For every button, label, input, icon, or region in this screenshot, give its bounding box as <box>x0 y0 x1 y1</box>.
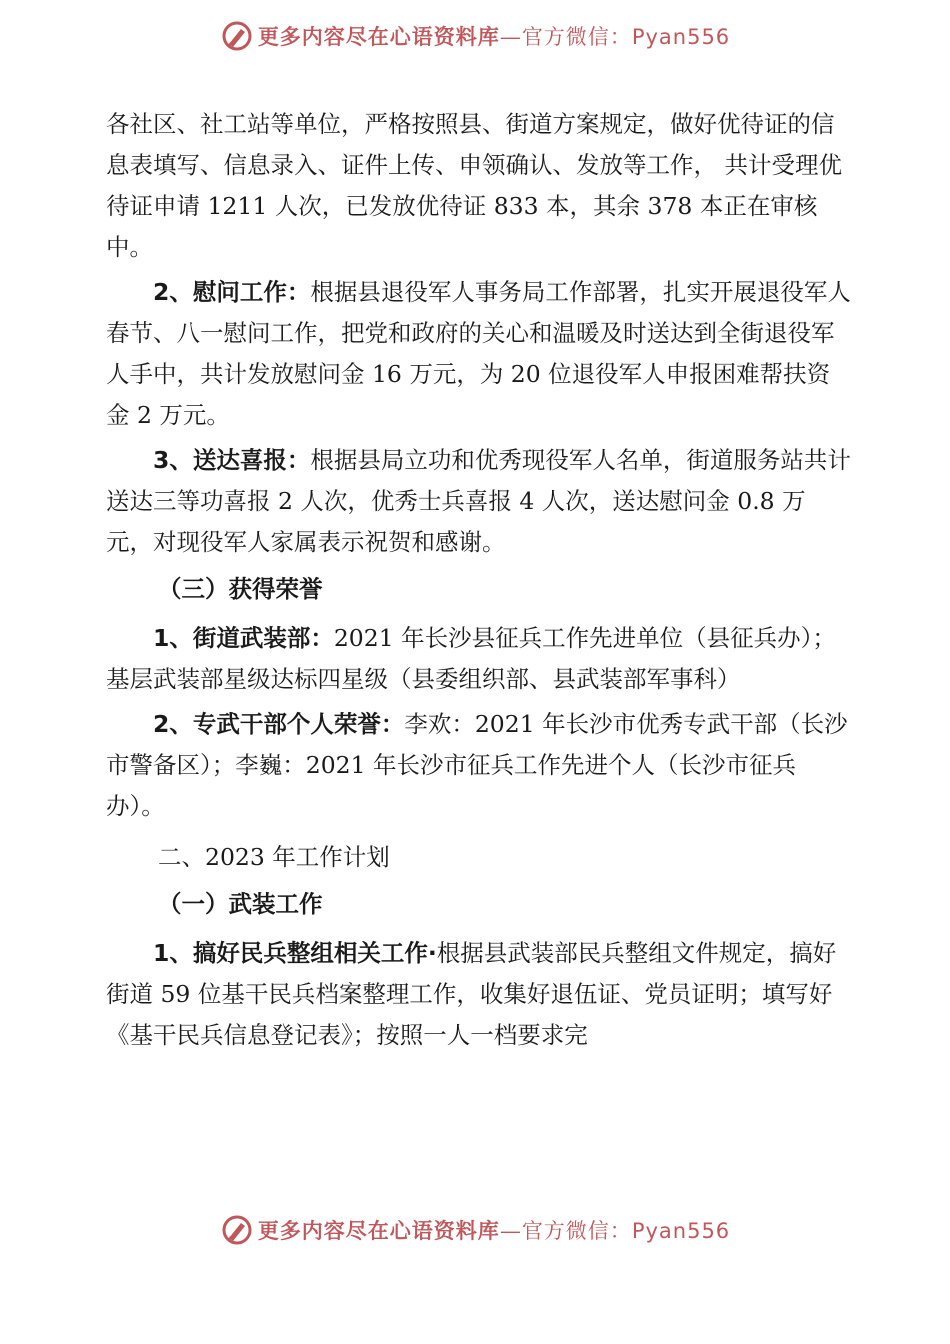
paragraph-street-armed-dept: 1、街道武装部：2021 年长沙县征兵工作先进单位（县征兵办）；基层武装部星级达标四星级（县委组织部、县武装部军事科） <box>106 624 836 693</box>
watermark-text: 更多内容尽在心语资料库—官方微信：Pyan556 <box>257 24 731 49</box>
pen-logo-icon <box>220 19 254 53</box>
watermark-text: 更多内容尽在心语资料库—官方微信：Pyan556 <box>257 1218 731 1243</box>
paragraph-certificate: 各社区、社工站等单位，严格按照县、街道方案规定，做好优待证的信息表填写、信息录入、证件上传、申领确认、发放等工作， 共计受理优待证申请 1211 人次，已发放优待证 833 本，其余 378 本正在审核中。 <box>106 110 842 261</box>
document-body <box>106 104 851 1060</box>
section-title-2023-plan: 二、2023 年工作计划 <box>158 843 390 871</box>
footer-watermark-banner <box>0 1210 950 1250</box>
heading-honors: （三）获得荣誉 <box>158 575 323 603</box>
paragraph-good-news: 3、送达喜报：根据县局立功和优秀现役军人名单，街道服务站共计送达三等功喜报 2 人次，优秀士兵喜报 4 人次，送达慰问金 0.8 万元，对现役军人家属表示祝贺和感谢。 <box>106 446 851 556</box>
paragraph-militia: 1、搞好民兵整组相关工作·根据县武装部民兵整组文件规定，搞好街道 59 位基干民兵档案整理工作，收集好退伍证、党员证明；填写好《基干民兵信息登记表》；按照一人一档要求完 <box>106 939 837 1049</box>
paragraph-condolence: 2、慰问工作：根据县退役军人事务局工作部署，扎实开展退役军人春节、八一慰问工作，把党和政府的关心和温暖及时送达到全街退役军人手中，共计发放慰问金 16 万元，为 20 位退役军人申报困难帮扶资金 2 万元。 <box>106 278 851 429</box>
paragraph-personal-honors: 2、专武干部个人荣誉：李欢：2021 年长沙市优秀专武干部（长沙市警备区）；李巍：2021 年长沙市征兵工作先进个人（长沙市征兵办）。 <box>106 710 848 820</box>
header-watermark-banner <box>0 16 950 56</box>
pen-logo-icon <box>220 1213 254 1247</box>
heading-armed-work: （一）武装工作 <box>158 890 323 918</box>
